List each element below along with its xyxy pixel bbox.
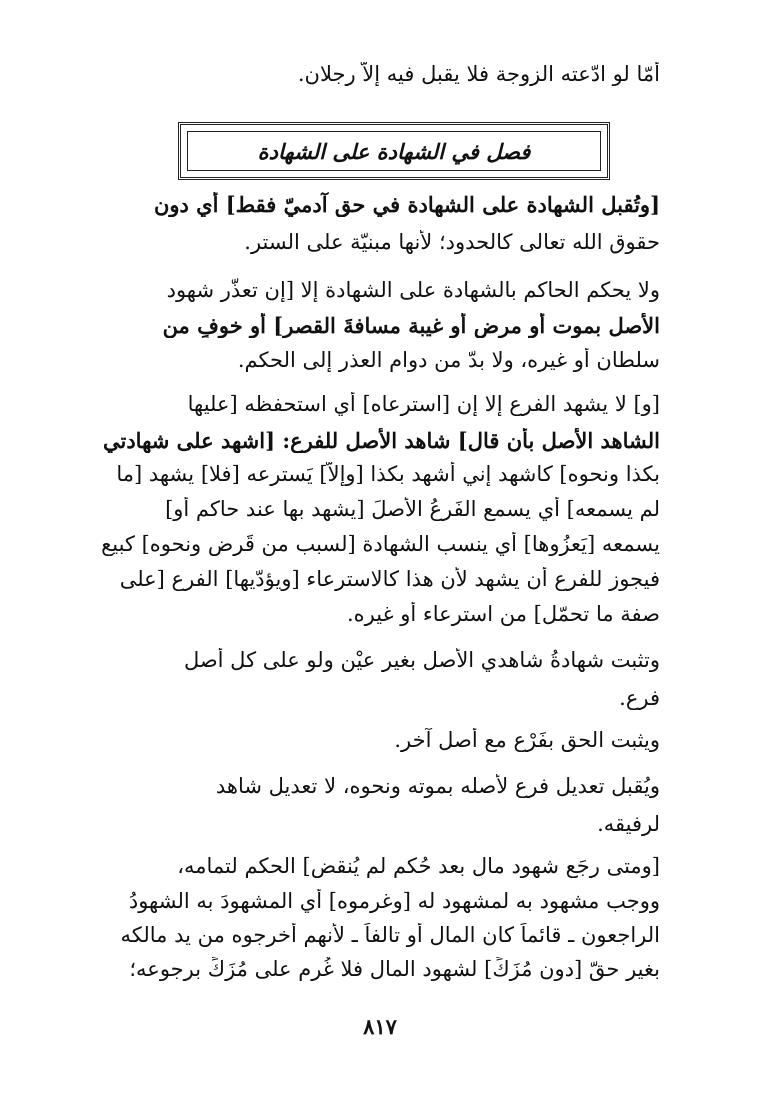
text-line: لم يسمعه] أي يسمع الفَرعُ الأصلَ [يشهد بها عند حاكم أو] [165,497,660,521]
text-line: [ومتى رجَع شهود مالٍ بعد حُكم لم يُنقض] الحكم لتمامه، [177,854,660,878]
text-line: فيجوز للفرع أن يشهد لأن هذا كالاسترعاء [ويؤدّيها] الفرع [على [119,567,660,591]
text-line: أمّا لو ادّعته الزوجة فلا يقبل فيه إلاّ رجلان. [297,62,660,86]
text-line: ووجب مشهود به لمشهود له [وغرموه] أي المشهودَ به الشهودُ [128,889,660,913]
text-line: ويُقبل تعديل فرع لأصله بموته ونحوه، لا تعديل شاهد [215,774,660,798]
text-line: لرفيقه. [597,812,660,836]
page-number: ٨١٧ [363,1014,397,1039]
text-line: [و] لا يشهد الفرع إلا إن [استرعاه] أي استحفظه [عليها [187,392,660,416]
text-line: ويثبت الحق بفَرْع مع أصل آخر. [394,728,660,752]
text-line: صفة ما تحمّل] من استرعاء أو غيره. [346,602,660,626]
text-line: [وتُقبل الشهادة على الشهادة في حق آدميّ فقط] أي دون [153,192,660,217]
text-line: سلطان أو غيره، ولا بدّ من دوام العذر إلى الحكم. [237,348,660,372]
text-line: الأصل بموت أو مرض أو غيبة مسافةَ القصر] أو خوفٍ من [162,313,660,338]
section-title-frame [187,131,601,171]
text-line: الشاهد الأصل بأن قال] شاهد الأصل للفرع: [اشهد على شهادتي [102,428,660,453]
text-line: الراجعون ـ قائماً كان المال أو تالفاً ـ لأنهم أخرجوه من يد مالكه [120,923,660,947]
text-line: يسمعه [يَعزُوها] أي ينسب الشهادة [لسبب من قَرض ونحوه] كبيع [101,532,660,556]
text-line: فرع. [619,686,660,710]
section-title: فصل في الشهادة على الشهادة [257,138,531,164]
text-line: بغير حقّ [دون مُزَكٍّ] لشهود المال فلا غُرم على مُزَكٍّ برجوعه؛ [129,957,660,981]
text-line: وتثبت شهادةُ شاهدي الأصل بغير عيْن ولو على كل أصل [183,648,660,672]
text-line: حقوق الله تعالى كالحدود؛ لأنها مبنيّة على الستر. [244,230,660,254]
section-title-box [178,122,610,180]
text-line: ولا يحكم الحاكم بالشهادة على الشهادة إلا [إن تعذّر شهود [166,278,660,302]
text-line: بكذا ونحوه] كاشهد إني أشهد بكذا [وإلاّ] يَسترعه [فلا] يشهد [ما [116,462,660,486]
